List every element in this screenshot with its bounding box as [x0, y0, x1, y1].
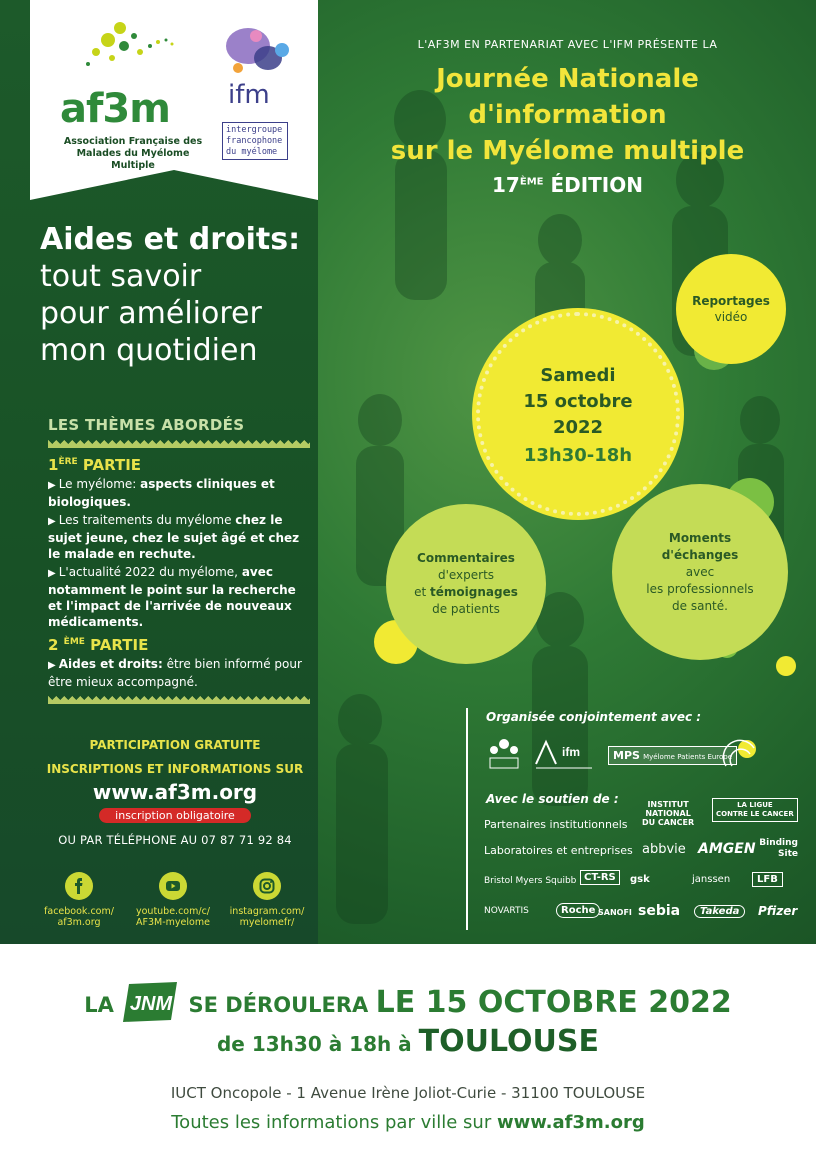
commentaires-bubble: [386, 504, 546, 664]
inca-logo-line: NATIONAL: [645, 809, 691, 818]
event-title-line: d'information: [468, 100, 667, 130]
part2-number: 2: [48, 636, 59, 654]
youtube-link[interactable]: [128, 872, 218, 928]
main-headline: [40, 222, 310, 369]
announcement-se-deroulera: SE DÉROULERA: [188, 993, 369, 1017]
ifm-logo-word: ifm: [228, 80, 270, 110]
moments-bubble: [612, 484, 788, 660]
sponsor-sebia: sebia: [638, 903, 681, 919]
part1-title: [48, 456, 310, 474]
sponsor-sanofi: SANOFI: [598, 908, 632, 917]
sponsor-abbvie: abbvie: [642, 842, 686, 857]
support-title: Avec le soutien de :: [486, 792, 619, 806]
part1-sup: ÈRE: [58, 457, 78, 467]
ifm-subtitle-line: intergroupe: [226, 125, 283, 135]
zigzag-divider: [48, 440, 310, 448]
commentaires-bold: Commentaires: [417, 551, 515, 565]
jnm-logo-graphic: [121, 980, 181, 1024]
sponsor-janssen: janssen: [692, 874, 731, 885]
moments-text: les professionnels: [646, 581, 754, 596]
headline-line: pour améliorer: [40, 296, 262, 331]
themes-section: [48, 416, 310, 712]
instagram-url-line: myelomefr/: [239, 917, 295, 928]
info-text: Toutes les informations par ville sur: [171, 1112, 497, 1133]
sponsor-pfizer: Pfizer: [758, 904, 798, 918]
institutional-partners-label: Partenaires institutionnels: [484, 818, 628, 831]
facebook-icon: [65, 872, 93, 900]
temoignages-bold: témoignages: [430, 585, 518, 599]
vertical-divider: [466, 708, 468, 930]
instagram-url-line: instagram.com/: [229, 906, 305, 917]
sponsor-roche: Roche: [556, 903, 600, 918]
event-address: IUCT Oncopole - 1 Avenue Irène Joliot-Curie - 31100 TOULOUSE: [170, 1084, 646, 1102]
sponsor-novartis: NOVARTIS: [484, 906, 529, 916]
part2-title: [48, 636, 310, 654]
mps-logo-subtext: Myélome Patients Europe: [643, 753, 733, 761]
edition-label: [340, 173, 795, 197]
headline-line: Aides et droits:: [40, 222, 301, 257]
inca-logo: [642, 800, 694, 827]
reportages-bubble: [676, 254, 786, 364]
theme-item-text: L'actualité 2022 du myélome,: [58, 565, 242, 579]
event-header: [340, 38, 795, 197]
organised-with-title: Organisée conjointement avec :: [486, 710, 702, 724]
sponsor-gsk: gsk: [630, 874, 650, 885]
ligue-logo: [712, 798, 798, 822]
reportages-bold: Reportages: [692, 294, 770, 308]
labs-label: Laboratoires et entreprises: [484, 844, 633, 857]
inca-logo-line: INSTITUT: [647, 800, 689, 809]
theme-item: [48, 512, 310, 562]
organisation-block: [466, 708, 802, 928]
info-website-link[interactable]: www.af3m.org: [496, 1112, 645, 1133]
date-line: 15 octobre: [523, 390, 633, 412]
sponsor-binding-site: Binding Site: [759, 838, 798, 859]
decorative-dot: [776, 656, 796, 676]
instagram-link[interactable]: [222, 872, 312, 928]
ifm-logo-shapes: [222, 24, 292, 80]
af3m-logo-word: af3m: [60, 86, 170, 132]
part1-number: 1: [48, 456, 59, 474]
part2-label: PARTIE: [84, 636, 149, 654]
triangle-bullet-icon: ▶: [48, 660, 56, 671]
edition-text: ÉDITION: [543, 173, 643, 197]
youtube-icon: [159, 872, 187, 900]
part2-sup: ÈME: [63, 637, 85, 647]
ligue-logo-line: LA LIGUE: [737, 801, 773, 809]
part1-label: PARTIE: [77, 456, 142, 474]
theme-item: [48, 564, 310, 630]
date-line: Samedi: [540, 364, 616, 386]
mps-logo: [608, 746, 737, 765]
ifm-subtitle-line: francophone: [226, 136, 283, 146]
af3m-logo-subtitle: Association Française des Malades du Myélome Multiple: [63, 136, 203, 171]
triangle-bullet-icon: ▶: [48, 516, 56, 527]
announcement-time: de 13h30 à 18h à: [216, 1032, 412, 1056]
commentaires-text: et: [414, 585, 431, 599]
af3m-logo-dots: [78, 18, 178, 78]
date-bubble: [476, 312, 680, 516]
theme-item: [48, 476, 310, 510]
phone-number: OU PAR TÉLÉPHONE AU 07 87 71 92 84: [58, 833, 292, 847]
website-link[interactable]: www.af3m.org: [92, 780, 258, 804]
theme-item-bold: Aides et droits:: [58, 657, 163, 671]
time-line: 13h30-18h: [523, 444, 633, 466]
theme-item-bold: avec notamment le point sur la recherche et l'impact de l'arrivée de nouveaux médicaments.: [48, 565, 296, 629]
event-title-line: Journée Nationale: [436, 64, 699, 94]
instagram-icon: [253, 872, 281, 900]
edition-number: 17: [492, 173, 520, 197]
theme-item-text: Les traitements du myélome: [58, 513, 236, 527]
facebook-link[interactable]: [34, 872, 124, 928]
moments-text: avec: [685, 564, 715, 579]
date-line: 2022: [552, 416, 604, 438]
announcement-city: TOULOUSE: [418, 1024, 599, 1059]
youtube-url-line: youtube.com/c/: [135, 906, 210, 917]
sponsor-amgen: AMGEN: [698, 841, 756, 857]
info-line: [0, 1112, 816, 1133]
sponsor-bms: Bristol Myers Squibb: [484, 876, 577, 886]
partner-line: L'AF3M EN PARTENARIAT AVEC L'IFM PRÉSENTE LA: [417, 38, 718, 51]
theme-item-text: Le myélome:: [58, 477, 141, 491]
event-time-city: [0, 1024, 816, 1059]
inscriptions-label: INSCRIPTIONS ET INFORMATIONS SUR: [46, 762, 304, 776]
commentaires-text: d'experts: [437, 568, 495, 582]
facebook-url-line: af3m.org: [57, 917, 101, 928]
theme-item: [48, 656, 310, 690]
youtube-url-line: AF3M-myelome: [136, 917, 210, 928]
moments-text: de santé.: [672, 598, 728, 613]
sponsor-lfb: LFB: [752, 872, 783, 887]
ifm-small-logo: [532, 734, 596, 774]
mandatory-registration-badge: inscription obligatoire: [99, 808, 251, 823]
reportages-text: vidéo: [714, 310, 748, 324]
ifm-logo-subtitle-box: [222, 122, 288, 160]
announcement-la: LA: [84, 993, 114, 1017]
event-title: [340, 61, 795, 169]
theme-item-bold: aspects cliniques et biologiques.: [48, 477, 275, 509]
edition-sup: ÈME: [519, 176, 544, 188]
inca-logo-line: DU CANCER: [642, 818, 695, 827]
mpe-arcs-logo: [720, 736, 760, 772]
mps-logo-text: MPS: [613, 749, 640, 762]
triangle-bullet-icon: ▶: [48, 480, 56, 491]
commentaires-line: [414, 584, 518, 601]
participation-free: PARTICIPATION GRATUITE: [89, 738, 261, 752]
zigzag-divider: [48, 696, 310, 704]
themes-title: LES THÈMES ABORDÉS: [48, 416, 245, 434]
bottom-banner: [0, 944, 816, 1159]
af3m-small-logo: [484, 736, 524, 772]
announcement-date: LE 15 OCTOBRE 2022: [375, 985, 732, 1020]
sponsor-ctrs: CT-RS: [580, 870, 620, 885]
ligue-logo-line: CONTRE LE CANCER: [716, 810, 794, 818]
svg-text:ifm: ifm: [562, 745, 580, 759]
theme-item-text: être bien informé pour être mieux accompagné.: [48, 657, 302, 689]
theme-item-bold: chez le sujet jeune, chez le sujet âgé et chez le malade en rechute.: [48, 513, 300, 561]
event-title-line: sur le Myélome multiple: [390, 136, 745, 166]
headline-line: mon quotidien: [40, 333, 258, 368]
jnm-logo-text: JNM: [130, 993, 173, 1015]
event-announcement: [0, 984, 816, 1028]
sponsor-takeda: Takeda: [694, 905, 745, 918]
jnm-logo: [121, 980, 181, 1024]
moments-bold: Moments: [668, 530, 732, 545]
participation-block: [40, 738, 310, 847]
facebook-url-line: facebook.com/: [44, 906, 114, 917]
headline-line: tout savoir: [40, 259, 202, 294]
commentaires-text: de patients: [432, 602, 500, 616]
moments-bold: d'échanges: [661, 547, 739, 562]
ifm-subtitle-line: du myélome: [226, 147, 278, 157]
triangle-bullet-icon: ▶: [48, 568, 56, 579]
